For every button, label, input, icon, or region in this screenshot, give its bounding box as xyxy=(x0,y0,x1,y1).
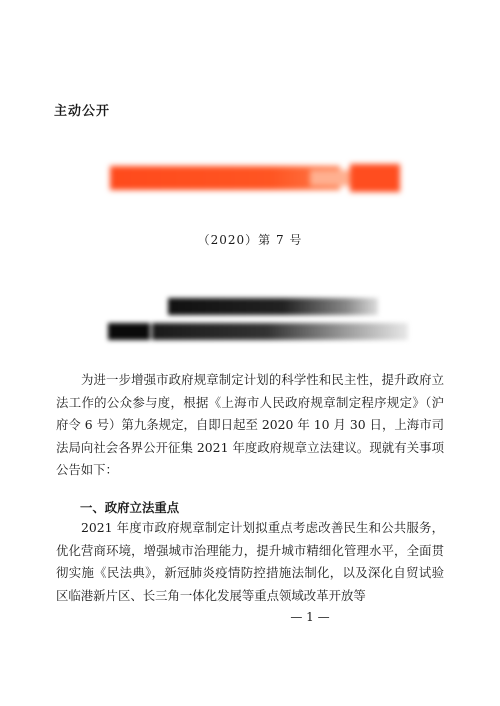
intro-paragraph: 为进一步增强市政府规章制定计划的科学性和民主性，提升政府立法工作的公众参与度，根据《上海市人民政府规章制定程序规定》（沪府令 6 号）第九条规定，自即日起至 2020 年 10 月 30 日，上海市司法局向社会各界公开征集 2021 年度政府规章立法建议。现就有关事项公告如下： xyxy=(56,372,444,477)
redaction-bar-3 xyxy=(152,323,408,340)
redaction-bar-2 xyxy=(108,323,150,340)
intro-section xyxy=(56,369,444,482)
section-one xyxy=(56,517,444,607)
document-number: （2020）第 7 号 xyxy=(197,233,303,247)
masthead-bar-right xyxy=(350,164,400,192)
section-one-paragraph: 2021 年度市政府规章制定计划拟重点考虑改善民生和公共服务，优化营商环境，增强城市治理能力，提升城市精细化管理水平，全面贯彻实施《民法典》，新冠肺炎疫情防控措施法制化，以及深化自贸试验区临港新片区、长三角一体化发展等重点领域改革开放等 xyxy=(56,520,444,603)
masthead-bar-fade xyxy=(310,170,350,186)
page-number: — 1 — xyxy=(290,610,330,624)
redacted-title xyxy=(108,296,408,346)
section-one-heading: 一、政府立法重点 xyxy=(80,500,180,515)
public-disclosure-label: 主动公开 xyxy=(54,104,111,119)
masthead-bar-left xyxy=(110,166,340,190)
redacted-masthead xyxy=(110,160,402,198)
redaction-bar-1 xyxy=(168,298,378,315)
